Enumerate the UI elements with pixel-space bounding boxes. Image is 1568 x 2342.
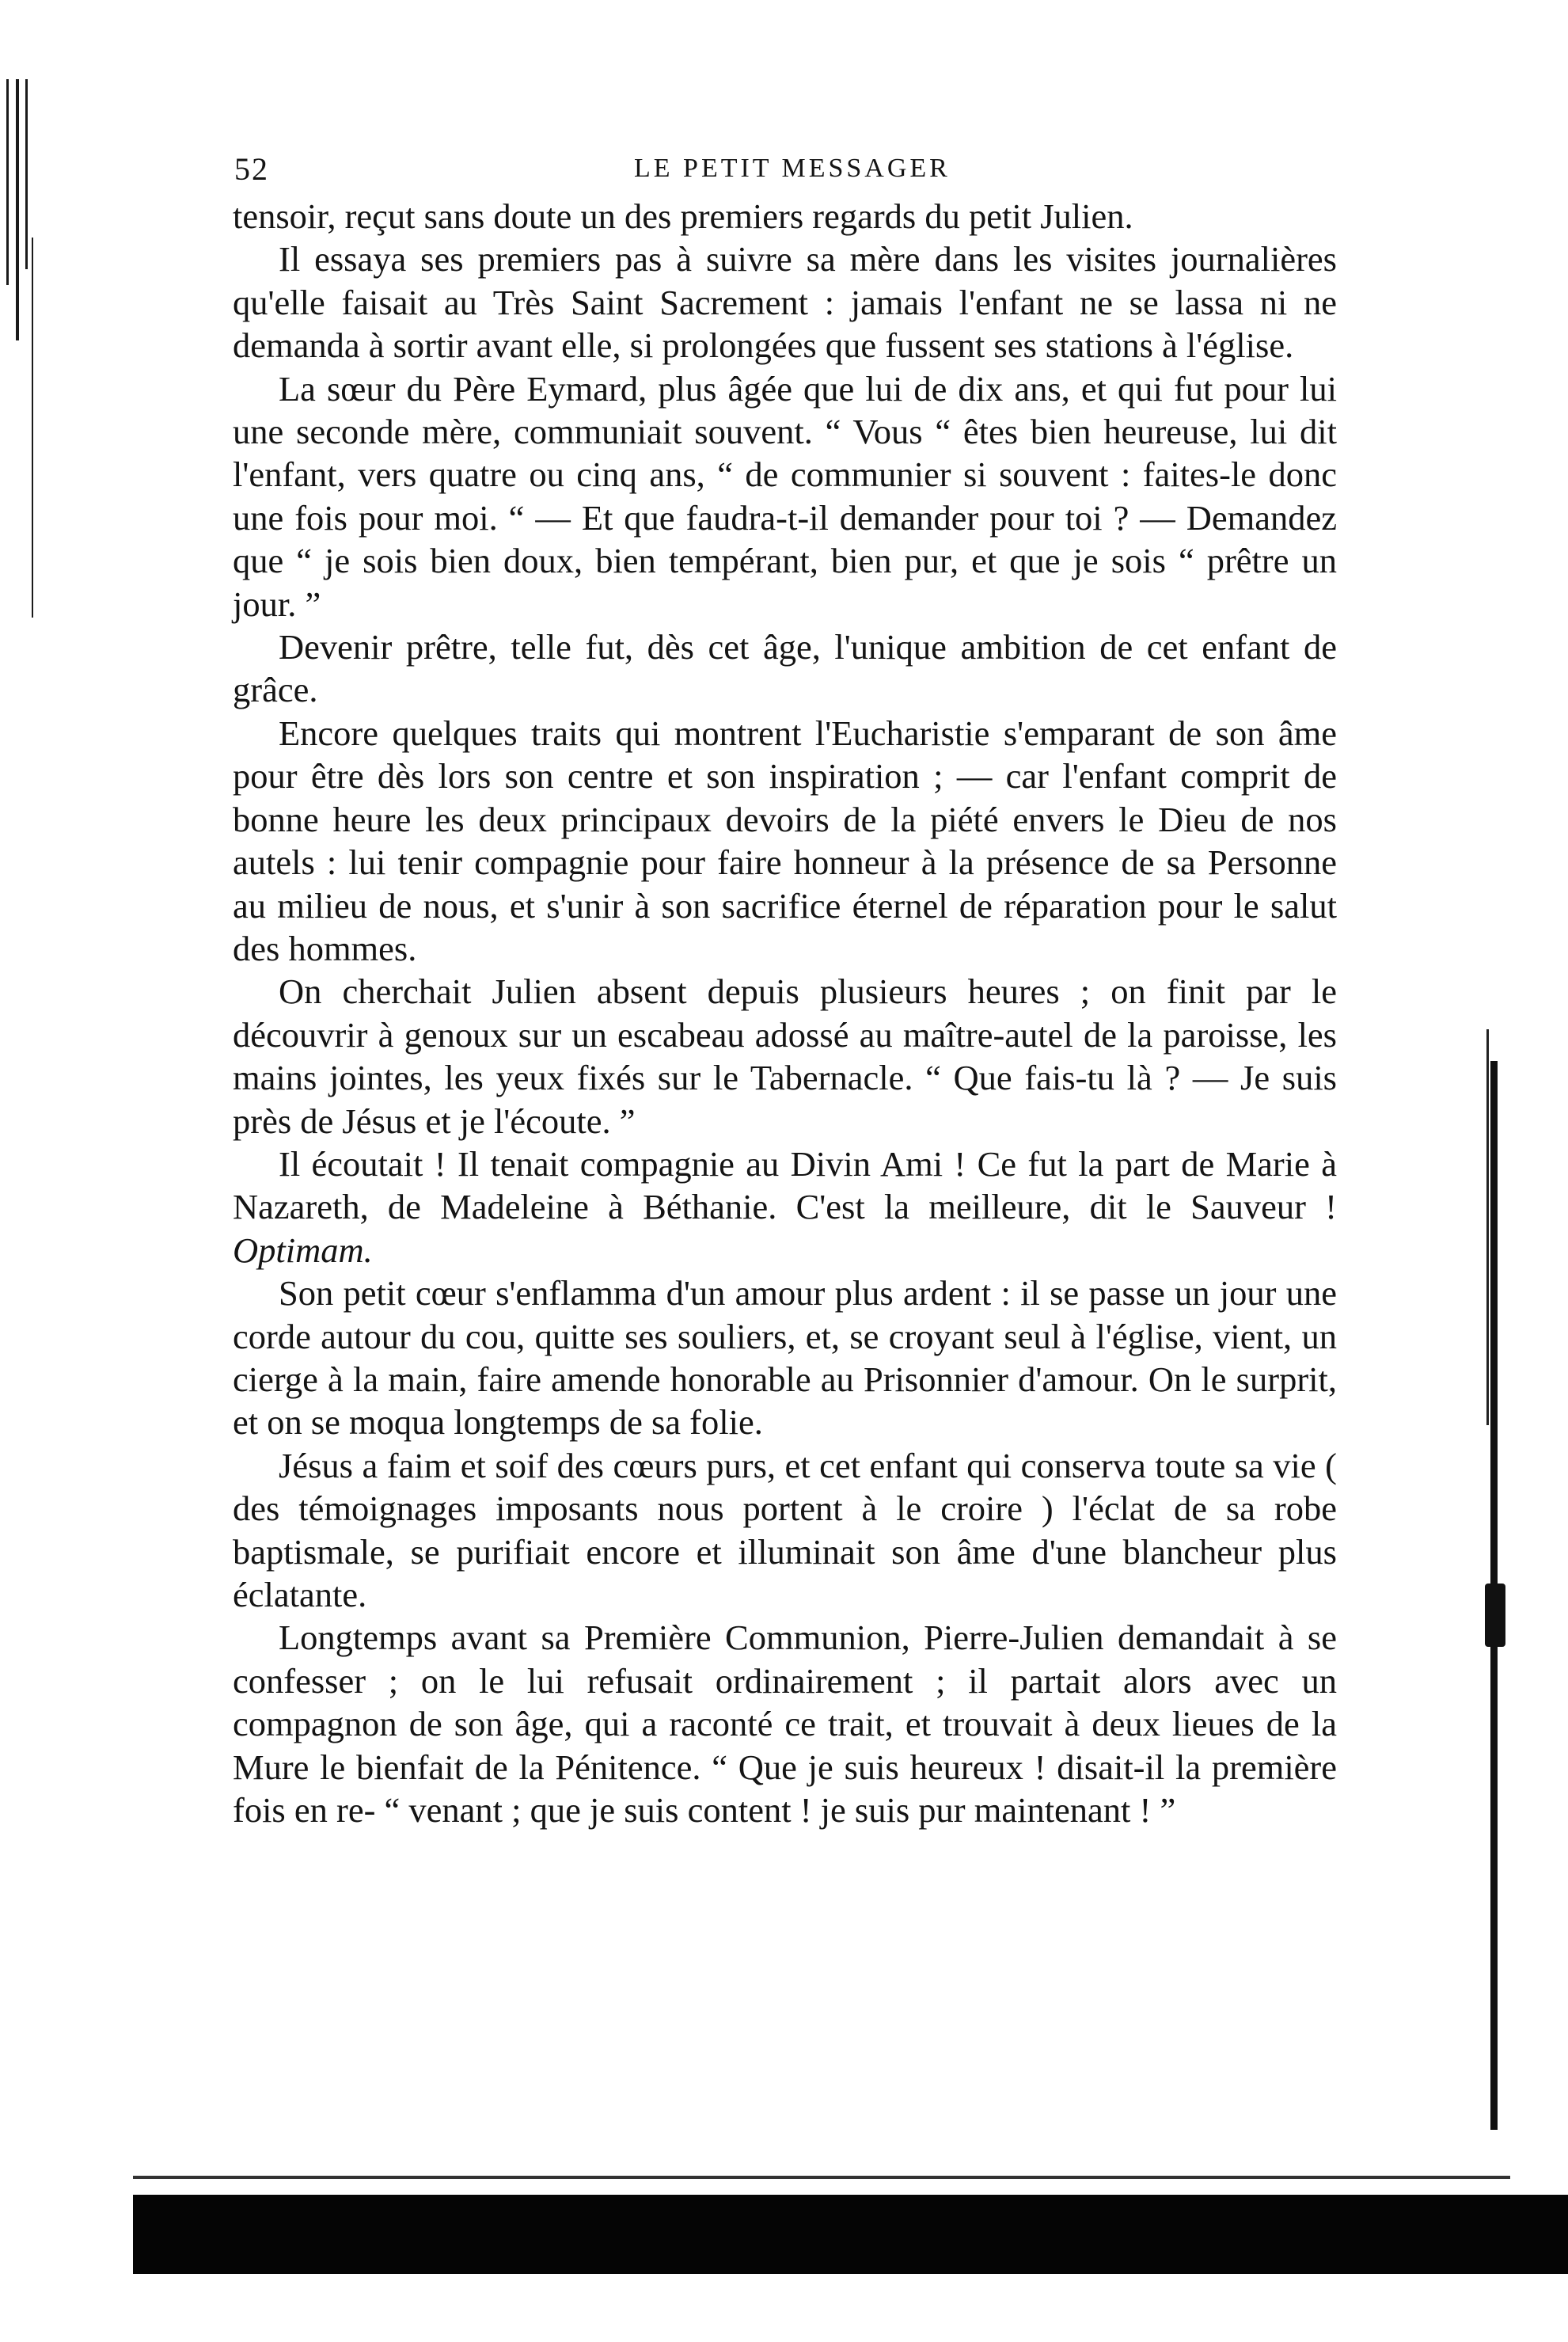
- bottom-black-band: [133, 2195, 1568, 2274]
- latin-word: Optimam.: [233, 1230, 373, 1270]
- binding-edge-line: [6, 79, 9, 285]
- paragraph: Il essaya ses premiers pas à suivre sa mère dans les visites journalières qu'elle faisait au Très Saint Sacrement : jamais l'enfant ne se lassa ni ne demanda à sortir avant elle, si prolongées que fussent ses stations à l'église.: [233, 239, 1337, 366]
- bottom-rule: [133, 2176, 1510, 2179]
- page-number: 52: [234, 151, 269, 187]
- paragraph-ecouter: [233, 1142, 1337, 1272]
- page-edge-shadow: [1486, 1029, 1489, 1425]
- paragraph: On cherchait Julien absent depuis plusieurs heures ; on finit par le découvrir à genoux sur un escabeau adossé au maître-autel de la paroisse, les mains jointes, les yeux fixés sur le Tabernacle. “ Que fais-tu là ? — Je suis près de Jésus et je l'écoute. ”: [233, 971, 1337, 1141]
- binding-edge-line: [32, 238, 33, 618]
- paragraph: Longtemps avant sa Première Communion, Pierre-Julien demandait à se confesser ; on le lui refusait ordinairement ; il partait alors avec un compagnon de son âge, qui a raconté ce trait, et trouvait à deux lieues de la Mure le bienfait de la Pénitence. “ Que je suis heureux ! disait-il la première fois en re- “ venant ; que je suis content ! je suis pur maintenant ! ”: [233, 1618, 1337, 1831]
- paragraph: tensoir, reçut sans doute un des premiers regards du petit Julien.: [233, 196, 1133, 236]
- binding-edge-line: [16, 79, 19, 340]
- page-edge-smudge: [1485, 1584, 1505, 1647]
- running-title: LE PETIT MESSAGER: [634, 154, 951, 183]
- paragraph-text: Il écoutait ! Il tenait compagnie au Divin Ami ! Ce fut la part de Marie à Nazareth, de Madeleine à Béthanie. C'est la meilleure, dit le Sauveur !: [233, 1143, 1337, 1227]
- paragraph: Jésus a faim et soif des cœurs purs, et cet enfant qui conserva toute sa vie ( des témoignages imposants nous portent à le croire ) l'éclat de sa robe baptismale, se purifiait encore et illuminait son âme d'une blancheur plus éclatante.: [233, 1445, 1337, 1614]
- paragraph: Son petit cœur s'enflamma d'un amour plus ardent : il se passe un jour une corde autour du cou, quitte ses souliers, et, se croyant seul à l'église, vient, un cierge à la main, faire amende honorable au Prisonnier d'amour. On le surprit, et on se moqua longtemps de sa folie.: [233, 1273, 1337, 1443]
- paragraph: La sœur du Père Eymard, plus âgée que lui de dix ans, et qui fut pour lui une seconde mère, communiait souvent. “ Vous “ êtes bien heureuse, lui dit l'enfant, vers quatre ou cinq ans, “ de communier si souvent : faites-le donc une fois pour moi. “ — Et que faudra-t-il demander pour toi ? — Demandez que “ je sois bien doux, bien tempérant, bien pur, et que je sois “ prêtre un jour. ”: [233, 368, 1337, 624]
- page-header: [234, 150, 1327, 198]
- body-text: [233, 195, 1337, 1831]
- binding-edge-line: [25, 79, 28, 269]
- paragraph: Encore quelques traits qui montrent l'Eucharistie s'emparant de son âme pour être dès lors son centre et son inspiration ; — car l'enfant comprit de bonne heure les deux principaux devoirs de la piété envers le Dieu de nos autels : lui tenir compagnie pour faire honneur à la présence de sa Personne au milieu de nous, et s'unir à son sacrifice éternel de réparation pour le salut des hommes.: [233, 713, 1337, 968]
- paragraph: Devenir prêtre, telle fut, dès cet âge, l'unique ambition de cet enfant de grâce.: [233, 627, 1337, 710]
